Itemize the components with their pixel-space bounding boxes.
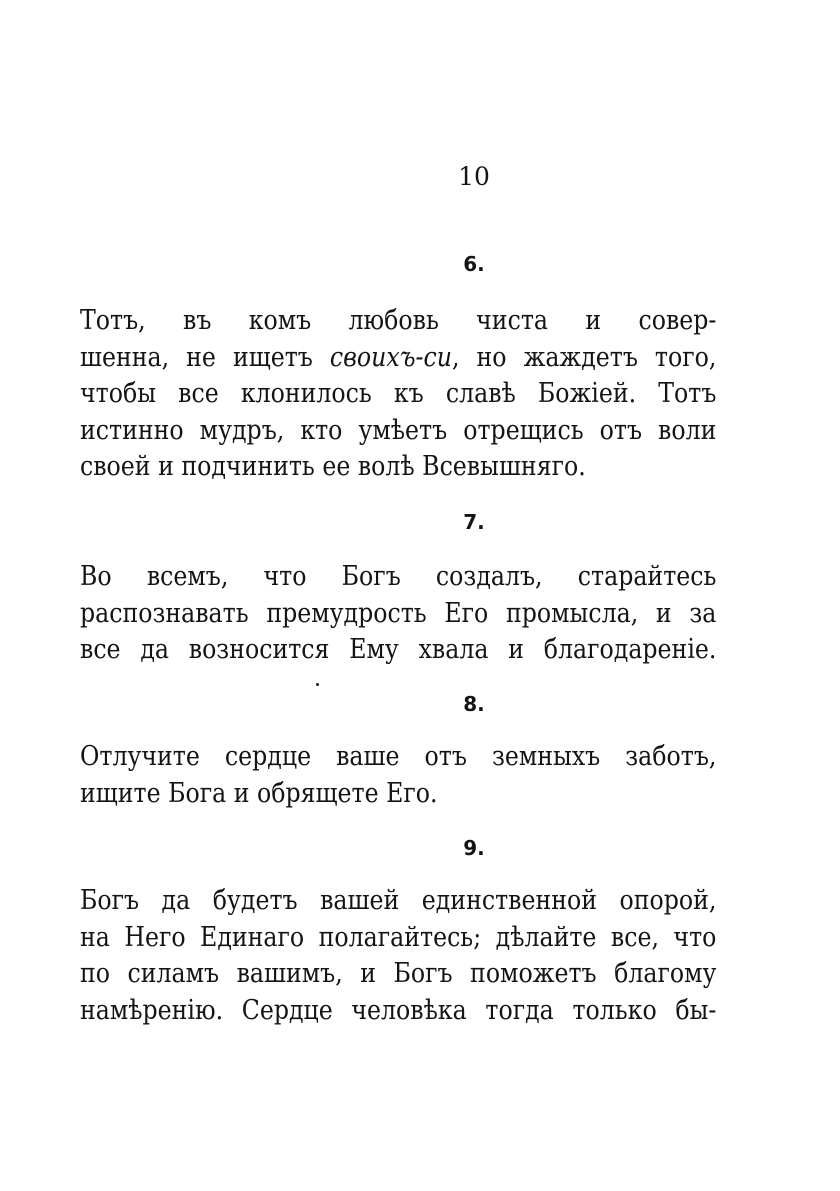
emphasis-text: своихъ-си <box>329 340 452 373</box>
paragraph-line: распознавать премудрость Его промысла, и за <box>80 596 717 629</box>
paragraph-line: истинно мудръ, кто умѣетъ отрещись отъ воли <box>80 413 717 446</box>
print-speck <box>316 683 319 686</box>
paragraph-line: своей и подчинить ее волѣ Всевышняго. <box>80 450 586 482</box>
paragraph-9 <box>80 882 716 1028</box>
page-number: 10 <box>458 162 490 191</box>
paragraph-line: шенна, не ищетъ своихъ-си, но жаждетъ того, <box>80 340 717 373</box>
paragraph-line: на Него Единаго полагайтесь; дѣлайте все, что <box>80 920 717 953</box>
paragraph-line: по силамъ вашимъ, и Богъ поможетъ благому <box>80 957 717 989</box>
paragraph-6 <box>80 302 716 485</box>
paragraph-8 <box>80 738 716 811</box>
paragraph-line: чтобы все клонилось къ славѣ Божіей. Тотъ <box>80 377 717 409</box>
paragraph-line: ищите Бога и обрящете Его. <box>80 776 438 809</box>
section-number-6: 6. <box>463 252 485 276</box>
paragraph-line: намѣренію. Сердце человѣка тогда только бы- <box>80 993 717 1026</box>
paragraph-line: Богъ да будетъ вашей единственной опорой, <box>80 884 717 916</box>
section-number-7: 7. <box>463 510 485 534</box>
paragraph-line: Тотъ, въ комъ любовь чиста и совер- <box>80 304 717 336</box>
section-number-8: 8. <box>463 692 485 716</box>
paragraph-line: Отлучите сердце ваше отъ земныхъ заботъ, <box>80 740 717 772</box>
section-number-9: 9. <box>463 836 485 860</box>
paragraph-7 <box>80 558 716 668</box>
paragraph-line: все да возносится Ему хвала и благодареніе. <box>80 633 717 665</box>
paragraph-line: Во всемъ, что Богъ создалъ, старайтесь <box>80 560 717 592</box>
